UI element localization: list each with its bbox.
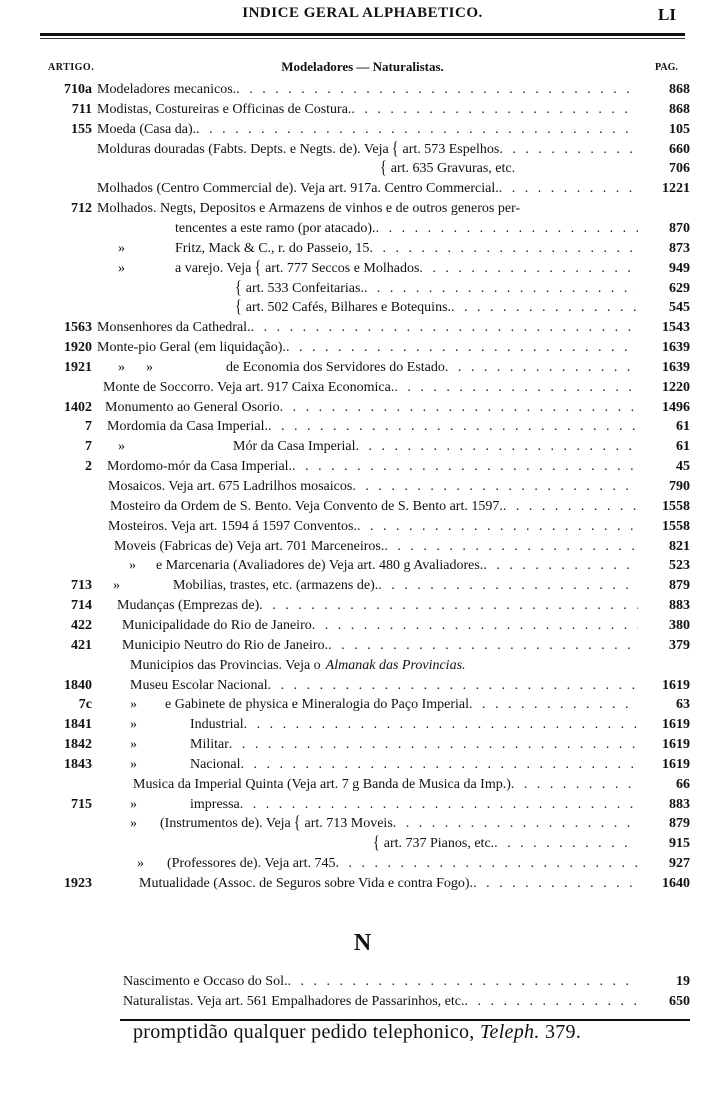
index-entry (40, 972, 690, 992)
brace-mark: { (254, 258, 262, 278)
dot-leader (499, 179, 638, 199)
entry-body (130, 755, 638, 775)
footer-italic: Teleph. (479, 1021, 540, 1043)
page-number-ref: 1639 (662, 359, 690, 375)
dot-leader (419, 259, 638, 279)
page-number-ref: 629 (669, 280, 690, 296)
index-entry (40, 556, 690, 576)
page-number-ref: 1221 (662, 181, 690, 197)
entry-body (97, 100, 638, 120)
brace-mark: { (391, 139, 399, 159)
dot-leader (511, 775, 638, 795)
article-number: 7 (85, 439, 92, 455)
dot-leader (451, 298, 638, 318)
dot-leader (394, 378, 638, 398)
index-entry (40, 695, 690, 715)
entry-italic-text: Almanak das Provincias. (325, 657, 466, 673)
dot-leader (268, 676, 638, 696)
entry-body (139, 874, 638, 894)
dot-leader (499, 140, 638, 160)
entry-body (105, 398, 638, 418)
article-number: 421 (71, 637, 92, 653)
dot-leader (393, 814, 638, 834)
page-number-ref: 1543 (662, 320, 690, 336)
article-number: 2 (85, 459, 92, 475)
entry-body (130, 735, 638, 755)
cross-reference: art. 533 Confeitarias. (245, 280, 364, 296)
entry-text: Monsenhores da Cathedral. (97, 320, 251, 336)
page-number-ref: 105 (669, 121, 690, 137)
ditto-mark: » (129, 558, 136, 574)
dot-leader (335, 854, 638, 874)
entry-text: Mutualidade (Assoc. de Seguros sobre Vida e contra Fogo). (139, 876, 474, 891)
entry-body (97, 318, 638, 338)
entry-text: Moeda (Casa da). (97, 121, 197, 137)
page-number-ref: 1619 (662, 737, 690, 753)
entry-body (137, 854, 638, 874)
index-entry (40, 854, 690, 874)
article-number: 422 (71, 617, 92, 633)
page-number-ref: 45 (676, 459, 690, 475)
index-entry (40, 80, 690, 100)
entry-text: Municipio Neutro do Rio de Janeiro. (122, 637, 329, 653)
entry-text: Molhados. Negts, Depositos e Armazens de vinhos e de outros generos per- (97, 201, 521, 217)
index-entry (40, 437, 690, 457)
entry-text: Monte de Soccorro. Veja art. 917 Caixa Economica. (103, 379, 395, 395)
entry-body (107, 457, 638, 477)
entry-text: a varejo. Veja (175, 260, 252, 276)
entry-body (129, 556, 638, 576)
article-number: 714 (71, 598, 92, 614)
page-number-ref: 1619 (662, 677, 690, 693)
entry-body (130, 795, 638, 815)
page-number-ref: 379 (669, 637, 690, 653)
dot-leader (236, 80, 638, 100)
footer-text: promptidão qualquer pedido telephonico, (133, 1021, 475, 1043)
page-number-ref: 927 (669, 856, 690, 872)
entry-body (133, 775, 638, 795)
dot-leader (229, 735, 638, 755)
dot-leader (384, 537, 638, 557)
dot-leader (287, 972, 638, 992)
entry-text: Nacional (190, 756, 241, 772)
dot-leader (378, 576, 638, 596)
entry-text: e Gabinete de physica e Mineralogia do Paço Imperial (165, 697, 469, 713)
header-rule-thin (40, 38, 685, 39)
page-number-ref: 790 (669, 479, 690, 494)
index-entry (40, 676, 690, 696)
dot-leader (241, 755, 638, 775)
ditto-mark: » (118, 439, 125, 455)
dot-leader (364, 279, 638, 299)
page-number-ref: 1640 (662, 876, 690, 891)
section-letter-n: N (353, 930, 372, 956)
page-number-ref: 1558 (662, 518, 690, 534)
page-number-ref: 545 (669, 300, 690, 316)
page-number-ref: 873 (669, 240, 690, 256)
page-number-ref: 1619 (662, 717, 690, 733)
ditto-mark: » (137, 856, 144, 872)
article-number: 1840 (64, 677, 92, 693)
index-entry (40, 636, 690, 656)
page-number-ref: 706 (669, 161, 690, 177)
column-header-page: PAG. (655, 62, 678, 73)
running-header-title: INDICE GERAL ALPHABETICO. (242, 5, 483, 21)
cross-reference: art. 737 Pianos, etc. (383, 836, 495, 852)
dot-leader (494, 834, 638, 854)
entry-body (118, 259, 638, 279)
dot-leader (376, 219, 638, 239)
entry-text: Molhados (Centro Commercial de). Veja art. 917a. Centro Commercial. (97, 181, 499, 197)
cross-reference: art. 777 Seccos e Molhados (265, 260, 420, 276)
brace-mark: { (380, 158, 387, 179)
page-number-ref: 63 (676, 697, 690, 713)
dot-leader (469, 695, 638, 715)
page-number-ref: 523 (669, 558, 690, 574)
article-number: 1842 (64, 737, 92, 753)
dot-leader (268, 417, 638, 437)
dot-leader (286, 338, 638, 358)
entry-text: Molduras douradas (Fabts. Depts. e Negts. de). Veja (97, 141, 389, 157)
entry-body (123, 972, 638, 992)
entry-text: Mudanças (Emprezas de) (117, 598, 260, 614)
index-entry (40, 417, 690, 437)
index-entry (40, 656, 690, 676)
index-entry (40, 576, 690, 596)
page-number-ref: 660 (669, 141, 690, 157)
index-entry (40, 140, 690, 160)
article-number: 712 (71, 201, 92, 217)
dot-leader (355, 437, 638, 457)
article-number: 1923 (64, 876, 92, 891)
entry-text: Modistas, Costureiras e Officinas de Costura. (97, 101, 352, 117)
article-number: 1841 (64, 717, 92, 733)
entry-text: de Economia dos Servidores do Estado (226, 359, 445, 375)
dot-leader (244, 715, 638, 735)
entry-body (370, 834, 638, 854)
page-number-ref: 380 (669, 617, 690, 633)
entry-body (123, 992, 638, 1012)
index-entry (40, 159, 690, 179)
entry-body (113, 576, 638, 596)
entry-text: Nascimento e Occaso do Sol. (123, 974, 288, 989)
index-entry (40, 318, 690, 338)
section-heading: Modeladores — Naturalistas. (281, 59, 444, 74)
ditto-mark: » (130, 816, 137, 832)
dot-leader (196, 120, 638, 140)
index-entry (40, 259, 690, 279)
index-entry (40, 755, 690, 775)
entry-body (97, 140, 638, 160)
entry-text: Musica da Imperial Quinta (Veja art. 7 g Banda de Musica da Imp.) (133, 776, 511, 792)
entry-text: Mosaicos. Veja art. 675 Ladrilhos mosaicos (108, 479, 353, 494)
index-entry (40, 775, 690, 795)
entry-text: Mosteiro da Ordem de S. Bento. Veja Convento de S. Bento art. 1597. (110, 498, 503, 514)
entry-text: Monte-pio Geral (em liquidação). (97, 340, 286, 356)
dot-leader (503, 497, 638, 517)
index-entry (40, 358, 690, 378)
index-entry (40, 100, 690, 120)
page-number-ref: 1619 (662, 756, 690, 772)
article-number: 710a (64, 82, 92, 97)
entry-body (118, 239, 638, 259)
page-number-ref: 1220 (662, 379, 690, 395)
index-entry (40, 298, 690, 318)
article-number: 713 (71, 578, 92, 594)
ditto-mark: » (130, 796, 137, 812)
page-number-ref: 19 (676, 974, 690, 989)
page-number-ref: 1639 (662, 340, 690, 356)
entry-body (117, 596, 638, 616)
dot-leader (280, 398, 638, 418)
entry-body (377, 159, 638, 179)
entry-body (122, 636, 638, 656)
page-number-ref: 879 (669, 816, 690, 832)
footer-advert (133, 1021, 581, 1044)
entry-body (97, 338, 638, 358)
entry-body (130, 695, 638, 715)
entry-text: Fritz, Mack & C., r. do Passeio, 15 (175, 240, 370, 256)
entry-body (130, 814, 638, 834)
article-number: 715 (71, 796, 92, 812)
index-entry (40, 279, 690, 299)
entry-text: Mordomo-mór da Casa Imperial. (107, 459, 293, 475)
index-entry (40, 874, 690, 894)
dot-leader (351, 100, 638, 120)
entry-text: Mobilias, trastes, etc. (armazens de). (173, 578, 379, 594)
dot-leader (251, 318, 638, 338)
index-entry (40, 477, 690, 497)
ditto-mark: » » (118, 359, 153, 375)
entry-text: Monumento ao General Osorio (105, 399, 280, 415)
article-number: 1921 (64, 359, 92, 375)
cross-reference: art. 573 Espelhos (402, 141, 500, 157)
index-entry (40, 814, 690, 834)
page-number-ref: 1558 (662, 498, 690, 514)
index-entry (40, 992, 690, 1012)
index-entry (40, 120, 690, 140)
index-entry (40, 497, 690, 517)
dot-leader (445, 358, 638, 378)
dot-leader (483, 556, 638, 576)
entry-text: Mordomia da Casa Imperial. (107, 419, 268, 435)
entry-body (130, 676, 638, 696)
dot-leader (312, 616, 638, 636)
ditto-mark: » (118, 260, 125, 276)
page-number-ref: 915 (669, 836, 690, 852)
page-number-ref: 879 (669, 578, 690, 594)
dot-leader (464, 992, 638, 1012)
ditto-mark: » (118, 240, 125, 256)
article-number: 1402 (64, 399, 92, 415)
entry-text: tencentes a este ramo (por atacado). (175, 220, 376, 236)
cross-reference: art. 502 Cafés, Bilhares e Botequins. (245, 300, 452, 316)
dot-leader (259, 596, 638, 616)
entry-body (97, 199, 638, 219)
index-entry (40, 219, 690, 239)
index-entry (40, 795, 690, 815)
index-entry (40, 457, 690, 477)
article-number: 1920 (64, 340, 92, 356)
ditto-mark: » (130, 717, 137, 733)
index-entry (40, 378, 690, 398)
entry-text: (Instrumentos de). Veja (160, 816, 291, 832)
page-number-ref: 868 (669, 101, 690, 117)
entry-text: Municipios das Provincias. Veja o (130, 657, 321, 673)
entry-text: e Marcenaria (Avaliadores de) Veja art. 480 g Avaliadores. (156, 558, 484, 574)
page-number-ref: 868 (669, 82, 690, 97)
index-entry (40, 398, 690, 418)
entry-text: Museu Escolar Nacional (130, 677, 268, 693)
index-entry (40, 596, 690, 616)
entry-text: Municipalidade do Rio de Janeiro (122, 617, 312, 633)
page-number-ref: 870 (669, 220, 690, 236)
article-number: 7c (78, 697, 92, 713)
entry-body (110, 497, 638, 517)
footer-number: 379. (544, 1021, 582, 1043)
article-number: 1563 (64, 320, 92, 336)
entry-text: Industrial (190, 717, 244, 733)
index-entry (40, 338, 690, 358)
entry-body (108, 477, 638, 497)
entry-body (118, 358, 638, 378)
page-number-ref: 883 (669, 598, 690, 614)
entry-body (232, 298, 638, 318)
entry-body (130, 715, 638, 735)
article-number: 155 (71, 121, 92, 137)
ditto-mark: » (130, 756, 137, 772)
index-entry (40, 239, 690, 259)
dot-leader (473, 874, 638, 894)
index-entry (40, 834, 690, 854)
page-number-ref: 821 (669, 538, 690, 554)
page-number-ref: 949 (669, 260, 690, 276)
index-entry (40, 715, 690, 735)
entry-text: impressa (190, 796, 240, 812)
entry-body (232, 279, 638, 299)
entry-body (114, 537, 638, 557)
ditto-mark: » (130, 697, 137, 713)
dot-leader (369, 239, 638, 259)
entry-text: (Professores de). Veja art. 745 (167, 856, 336, 872)
index-entry (40, 199, 690, 219)
brace-mark: { (235, 297, 242, 318)
entry-text: Mosteiros. Veja art. 1594 á 1597 Conventos. (108, 518, 357, 534)
brace-mark: { (235, 278, 242, 298)
entry-text: Moveis (Fabricas de) Veja art. 701 Marceneiros. (114, 538, 385, 554)
dot-leader (292, 457, 638, 477)
entry-text: Mór da Casa Imperial (233, 439, 356, 455)
article-number: 7 (85, 419, 92, 435)
page-number-ref: 66 (676, 776, 690, 792)
brace-mark: { (293, 814, 301, 834)
ditto-mark: » (113, 578, 120, 594)
article-number: 711 (71, 101, 92, 117)
page-number-ref: 650 (669, 994, 690, 1009)
brace-mark: { (373, 833, 380, 854)
entry-body (97, 120, 638, 140)
header-rule (40, 33, 685, 36)
index-entry (40, 537, 690, 557)
entry-body (97, 179, 638, 199)
page-number: LI (658, 5, 676, 24)
dot-leader (357, 517, 638, 537)
index-entry (40, 179, 690, 199)
index-entry (40, 517, 690, 537)
entry-text: Militar (190, 737, 229, 753)
entry-body (122, 616, 638, 636)
page-number-ref: 61 (676, 439, 690, 455)
dot-leader (328, 636, 638, 656)
entry-text: Modeladores mecanicos. (97, 82, 237, 97)
entry-body (107, 417, 638, 437)
page-number-ref: 1496 (662, 399, 690, 415)
entry-body (103, 378, 638, 398)
article-number: 1843 (64, 756, 92, 772)
page-number-ref: 61 (676, 419, 690, 435)
index-entry (40, 735, 690, 755)
entry-body (118, 437, 638, 457)
entry-text: Naturalistas. Veja art. 561 Empalhadores de Passarinhos, etc. (123, 994, 465, 1009)
dot-leader (352, 477, 638, 497)
index-entry (40, 616, 690, 636)
cross-reference: art. 713 Moveis (304, 816, 393, 832)
entry-body (97, 80, 638, 100)
column-header-article: ARTIGO. (48, 62, 95, 73)
entry-body (175, 219, 638, 239)
cross-reference: art. 635 Gravuras, etc. (390, 161, 516, 177)
entry-body (108, 517, 638, 537)
page-number-ref: 883 (669, 796, 690, 812)
ditto-mark: » (130, 737, 137, 753)
entry-body (130, 656, 638, 676)
